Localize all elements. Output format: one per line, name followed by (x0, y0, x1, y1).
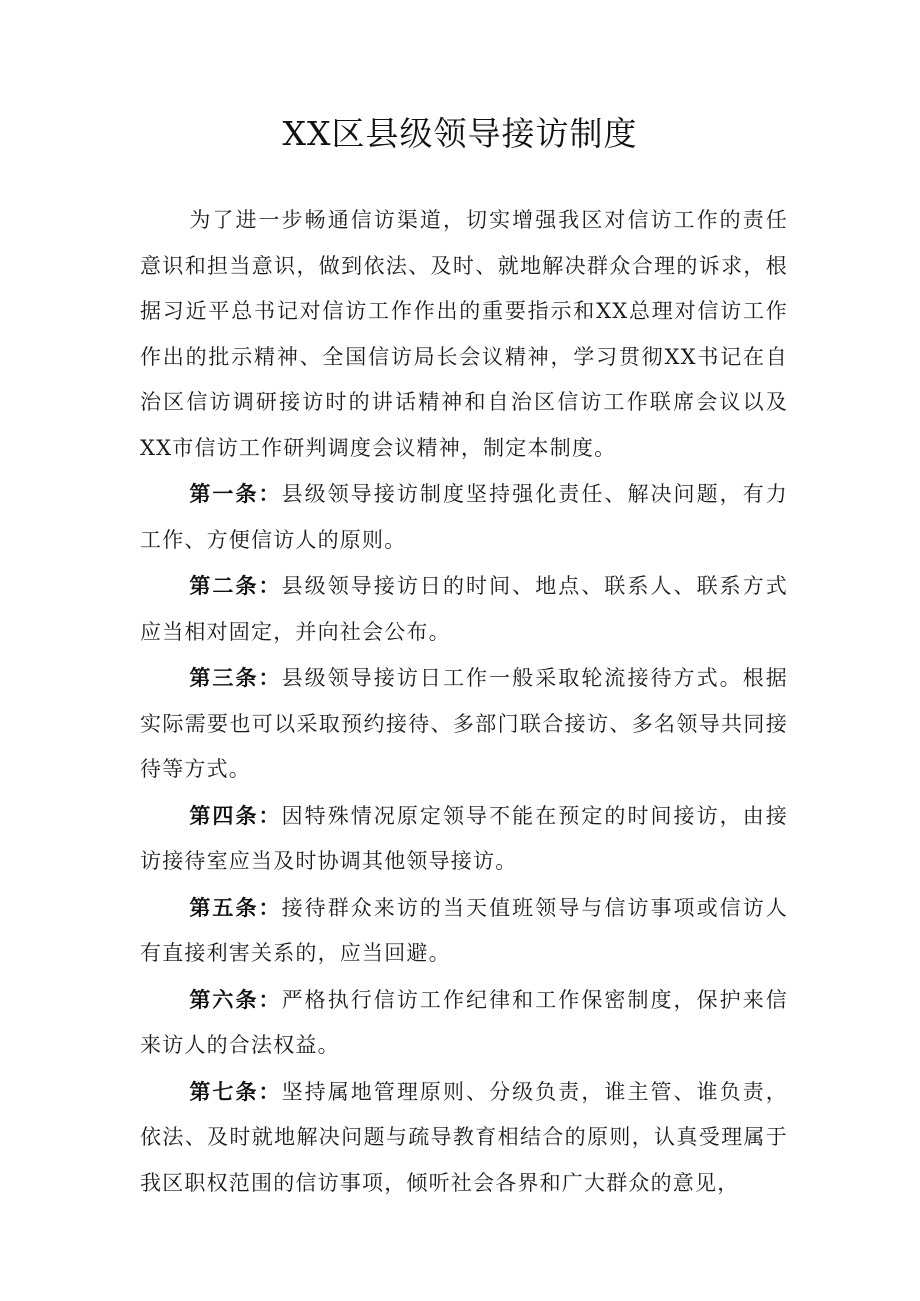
article-text: 严格执行信访工作纪律和工作保密制度，保护来信来访人的合法权益。 (140, 987, 788, 1057)
article-label: 第七条： (189, 1078, 282, 1104)
article-5 (140, 885, 788, 977)
article-text: 县级领导接访制度坚持强化责任、解决问题，有力工作、方便信访人的原则。 (140, 482, 788, 552)
article-label: 第四条： (189, 802, 282, 828)
article-7 (140, 1069, 788, 1207)
article-1 (140, 471, 788, 563)
document-title: XX区县级领导接访制度 (282, 114, 638, 153)
article-text: 因特殊情况原定领导不能在预定的时间接访，由接访接待室应当及时协调其他领导接访。 (140, 803, 788, 873)
article-label: 第三条： (189, 665, 282, 690)
article-label: 第一条： (189, 481, 282, 506)
article-text: 接待群众来访的当天值班领导与信访事项或信访人有直接利害关系的，应当回避。 (140, 895, 788, 965)
article-label: 第二条： (189, 573, 282, 598)
document-body (140, 198, 788, 1206)
article-text: 坚持属地管理原则、分级负责，谁主管、谁负责，依法、及时就地解决问题与疏导教育相结合的原则，认真受理属于我区职权范围的信访事项，倾听社会各界和广大群众的意见， (140, 1079, 788, 1195)
article-6 (140, 977, 788, 1069)
article-text: 县级领导接访日的时间、地点、联系人、联系方式应当相对固定，并向社会公布。 (140, 574, 788, 644)
article-label: 第五条： (189, 894, 282, 920)
article-3 (140, 655, 788, 793)
intro-paragraph: 为了进一步畅通信访渠道，切实增强我区对信访工作的责任意识和担当意识，做到依法、及时、就地解决群众合理的诉求，根据习近平总书记对信访工作作出的重要指示和XX总理对信访工作作出的批示精神、全国信访局长会议精神，学习贯彻XX书记在自治区信访调研接访时的讲话精神和自治区信访工作联席会议以及XX市信访工作研判调度会议精神，制定本制度。 (140, 208, 788, 460)
article-2 (140, 563, 788, 655)
article-4 (140, 793, 788, 885)
article-label: 第六条： (189, 986, 282, 1012)
article-text: 县级领导接访日工作一般采取轮流接待方式。根据实际需要也可以采取预约接待、多部门联合接访、多名领导共同接待等方式。 (140, 666, 788, 781)
